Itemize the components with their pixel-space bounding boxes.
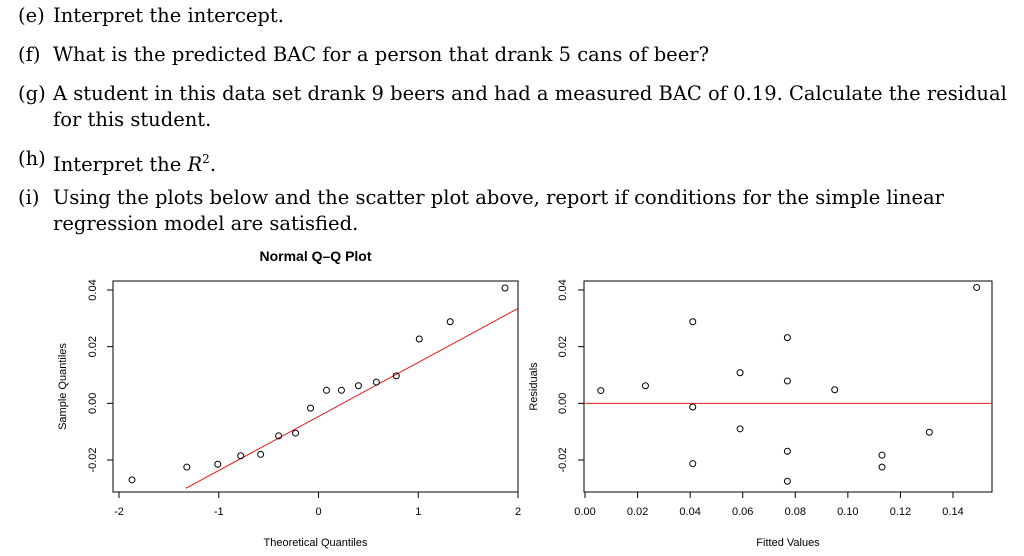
question-text: What is the predicted BAC for a person that drank 5 cans of beer? [53,43,710,66]
x-tick-label: 2 [514,506,522,518]
y-tick-label: 0.04 [557,279,569,301]
x-tick-label: 0.14 [942,506,964,518]
x-tick-label: 0 [315,506,322,518]
question-label: (f) [18,43,41,66]
x-tick-label: 0.12 [889,506,912,518]
y-tick-label: -0.02 [87,447,99,473]
data-point [215,461,221,467]
data-point [338,387,344,393]
plot-frame [113,281,518,492]
x-tick-label: -2 [114,506,124,518]
x-tick-label: 0.00 [574,506,596,518]
y-tick-label: 0.00 [87,392,99,415]
y-tick-label: 0.00 [557,392,569,415]
data-point [373,379,379,385]
data-point [832,387,838,393]
data-point [308,405,314,411]
question-label: (i) [18,186,40,209]
data-point [879,452,885,458]
data-point [784,378,790,384]
math-superscript: 2 [202,152,210,166]
data-point [355,383,361,389]
data-point [879,464,885,470]
data-point [690,461,696,467]
question-text: Interpret the intercept. [53,4,284,27]
data-point [598,388,604,394]
y-tick-label: -0.02 [557,447,569,473]
data-point [974,284,980,290]
data-point [502,285,508,291]
x-tick-label: 0.04 [679,506,701,518]
x-axis-label: Fitted Values [756,537,820,549]
x-tick-label: -1 [213,506,224,518]
question-label: (h) [18,147,46,170]
y-tick-label: 0.04 [87,279,99,301]
data-point [416,336,422,342]
data-point [690,404,696,410]
plot-frame [584,281,992,492]
data-point [129,477,135,483]
data-point [642,383,648,389]
question-text: A student in this data set drank 9 beers and had a measured BAC of 0.19. Calculate the residual for this student. [53,82,1007,131]
data-point [447,319,453,325]
data-point [184,464,190,470]
question-text-after: . [209,153,217,176]
chart-title: Normal Q–Q Plot [259,248,372,264]
y-tick-label: 0.02 [557,335,569,358]
y-axis-label: Sample Quantiles [57,343,69,430]
question-text-before: Interpret the [53,153,188,176]
data-point [323,387,329,393]
data-point [293,430,299,436]
question-label: (g) [18,82,46,105]
data-point [784,448,790,454]
data-point [926,429,932,435]
y-axis-label: Residuals [528,362,540,411]
data-point [737,426,743,432]
data-point [238,453,244,459]
question-text: Using the plots below and the scatter plot above, report if conditions for the simple linear regression model are satisfied. [53,186,944,235]
data-point [258,451,264,457]
data-point [784,335,790,341]
data-point [737,370,743,376]
x-tick-label: 0.08 [784,506,806,518]
x-tick-label: 0.02 [626,506,649,518]
x-tick-label: 0.06 [732,506,754,518]
x-tick-label: 0.10 [837,506,859,518]
math-variable: R [187,153,203,176]
question-label: (e) [18,4,45,27]
data-point [690,319,696,325]
data-point [784,478,790,484]
y-tick-label: 0.02 [87,335,99,358]
x-axis-label: Theoretical Quantiles [263,537,368,549]
x-tick-label: 1 [415,506,422,518]
qq-reference-line [186,308,518,488]
